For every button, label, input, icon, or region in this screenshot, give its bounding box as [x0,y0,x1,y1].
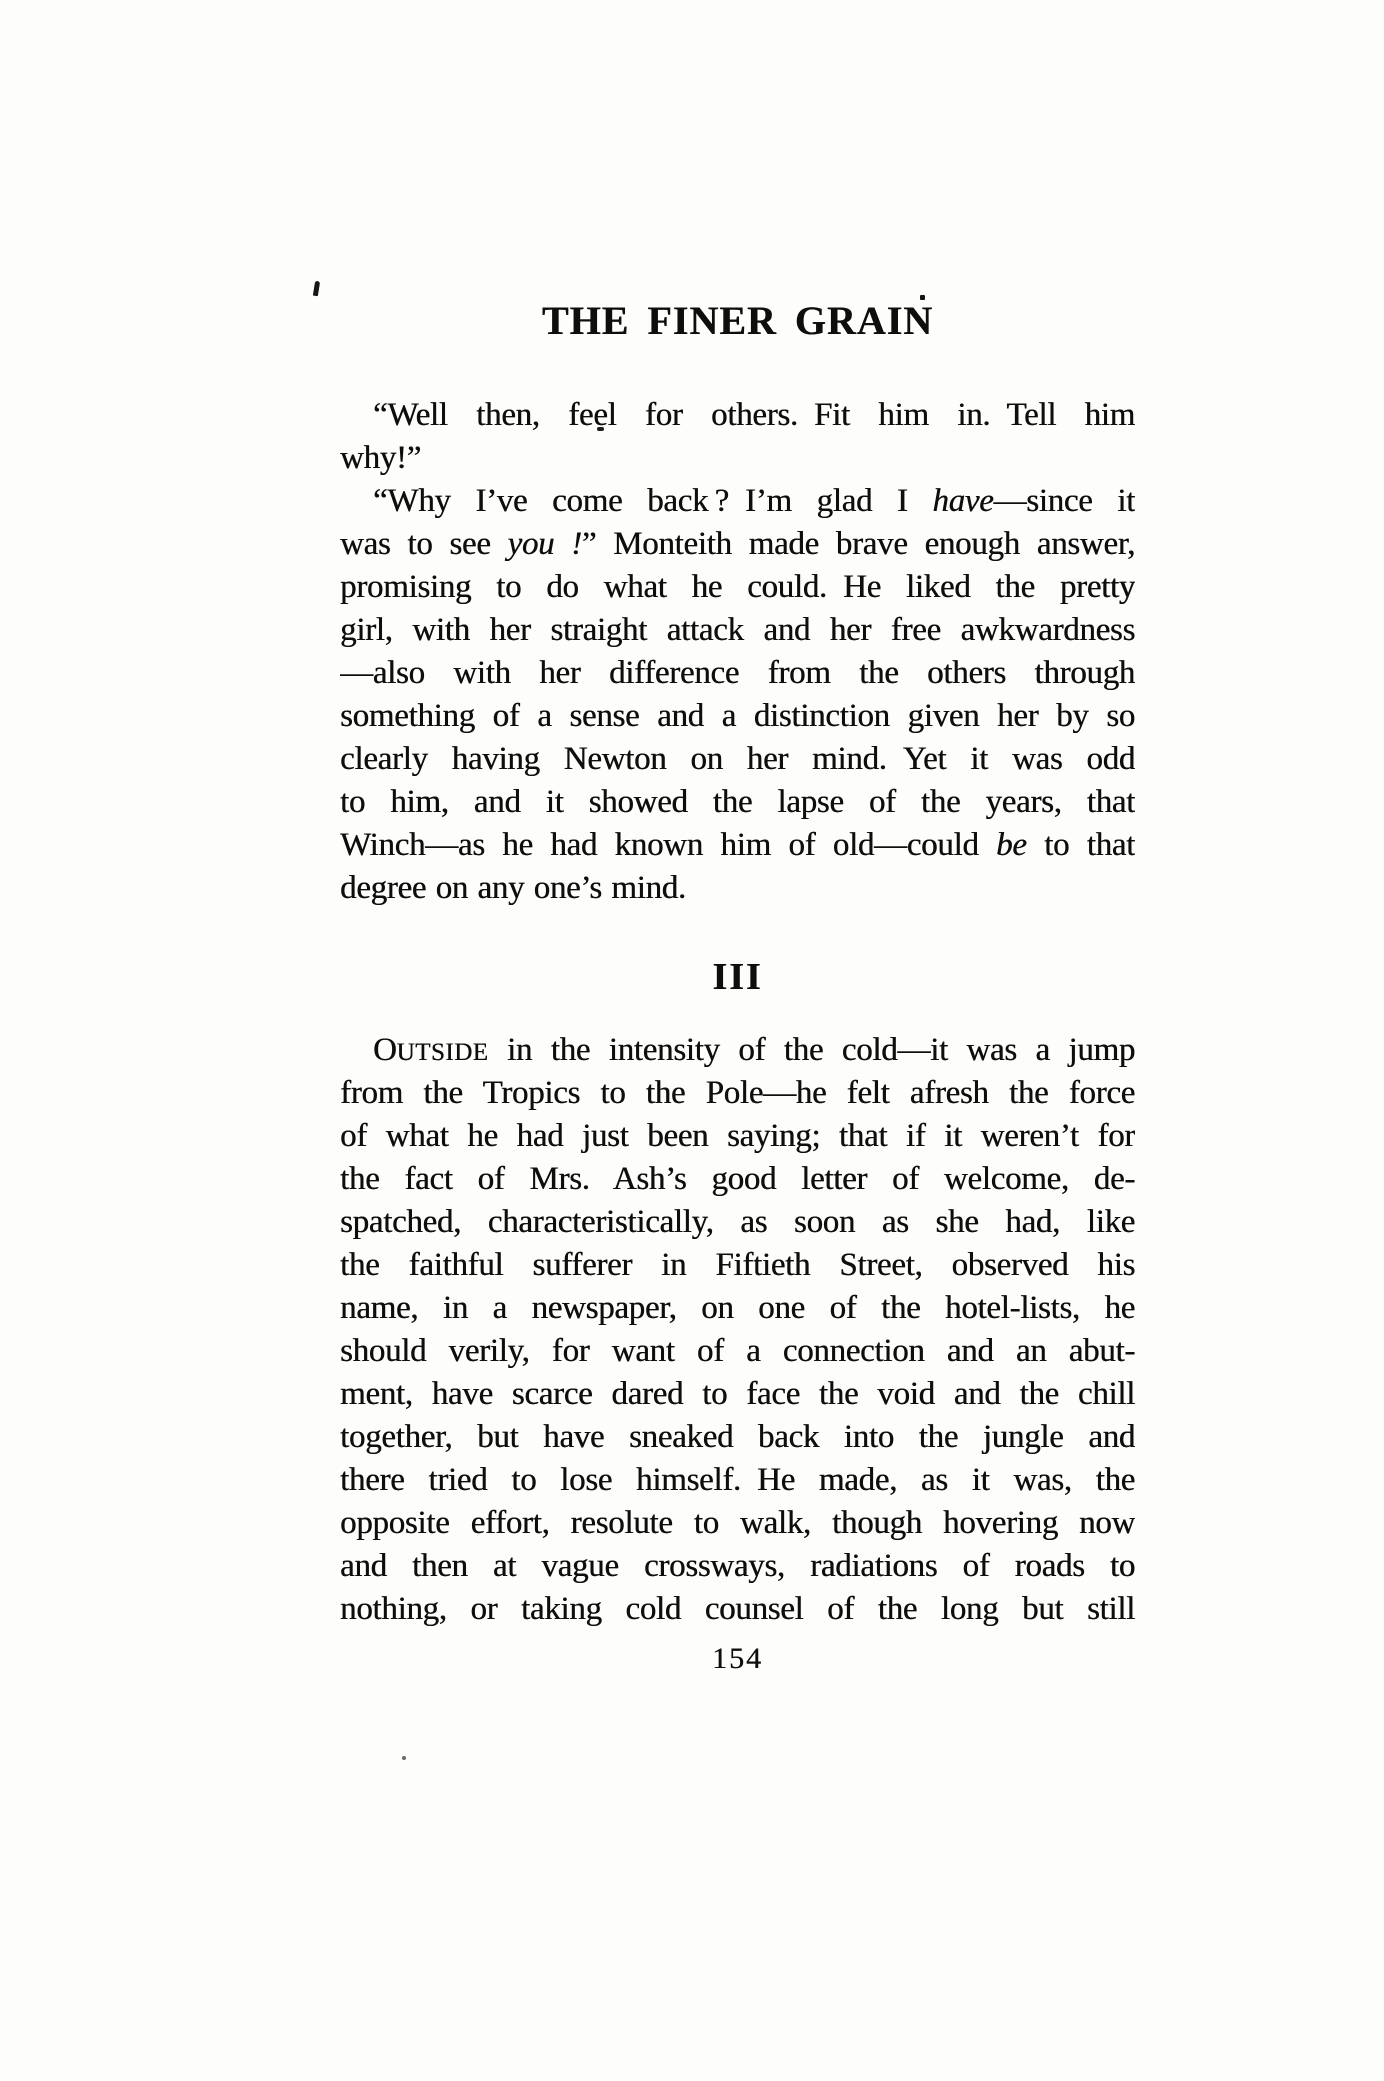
text-line: nothing, or taking cold counsel of the long but still [340,1591,1135,1627]
text-line: name, in a newspaper, on one of the hotel-lists, he [340,1290,1135,1326]
scan-artifact-tick [313,281,320,297]
text-run: in the intensity of the cold—it was a jump [488,1032,1135,1068]
text-line: promising to do what he could. He liked the pretty [340,569,1135,605]
text-line: and then at vague crossways, radiations of roads to [340,1548,1135,1584]
text-line: to him, and it showed the lapse of the years, that [340,784,1135,820]
text-line: ment, have scarce dared to face the void and the chill [340,1376,1135,1412]
text-line [340,1029,1135,1072]
chapter-heading: III [712,956,763,998]
text-run: was to see [340,526,508,562]
text-line: spatched, characteristically, as soon as she had, like [340,1204,1135,1240]
text-line: degree on any one’s mind. [340,870,686,906]
text-line: together, but have sneaked back into the jungle and [340,1419,1135,1455]
text-line: —also with her difference from the others through [340,655,1135,691]
text-line [340,824,1135,867]
italic-text: have [932,483,994,519]
text-line: should verily, for want of a connection and an abut- [340,1333,1135,1369]
italic-text: you ! [507,526,582,562]
text-line [340,480,1135,523]
text-run: —since it [993,483,1135,519]
text-line: from the Tropics to the Pole—he felt afresh the force [340,1075,1135,1111]
text-line: “Well then, feel for others. Fit him in. Tell him [373,397,1135,433]
scan-artifact-dot-bottom [402,1756,406,1760]
text-line: why!” [340,440,421,476]
text-run: to that [1026,827,1135,863]
text-line: there tried to lose himself. He made, as it was, the [340,1462,1135,1498]
paragraph-dialogue-2 [340,480,1135,910]
text-line: of what he had just been saying; that if it weren’t for [340,1118,1135,1154]
lead-capital: O [373,1032,397,1068]
text-line: opposite effort, resolute to walk, though hovering now [340,1505,1135,1541]
text-run: “Why I’ve come back ? I’m glad I [373,483,933,519]
text-line: clearly having Newton on her mind. Yet it was odd [340,741,1135,777]
paragraph-chapter-3 [340,1029,1135,1631]
page-number: 154 [712,1642,763,1675]
small-caps-text: UTSIDE [396,1039,489,1066]
text-line: girl, with her straight attack and her free awkwardness [340,612,1135,648]
text-line: the faithful sufferer in Fiftieth Street, observed his [340,1247,1135,1283]
italic-text: be [996,827,1027,863]
text-line: the fact of Mrs. Ash’s good letter of welcome, de- [340,1161,1135,1197]
paragraph-dialogue-1 [340,394,1135,480]
page-title: THE FINER GRAIN [541,298,934,343]
text-run: ” Monteith made brave enough answer, [581,526,1135,562]
text-line: something of a sense and a distinction given her by so [340,698,1135,734]
text-run: Winch—as he had known him of old—could [340,827,997,863]
text-line [340,523,1135,566]
